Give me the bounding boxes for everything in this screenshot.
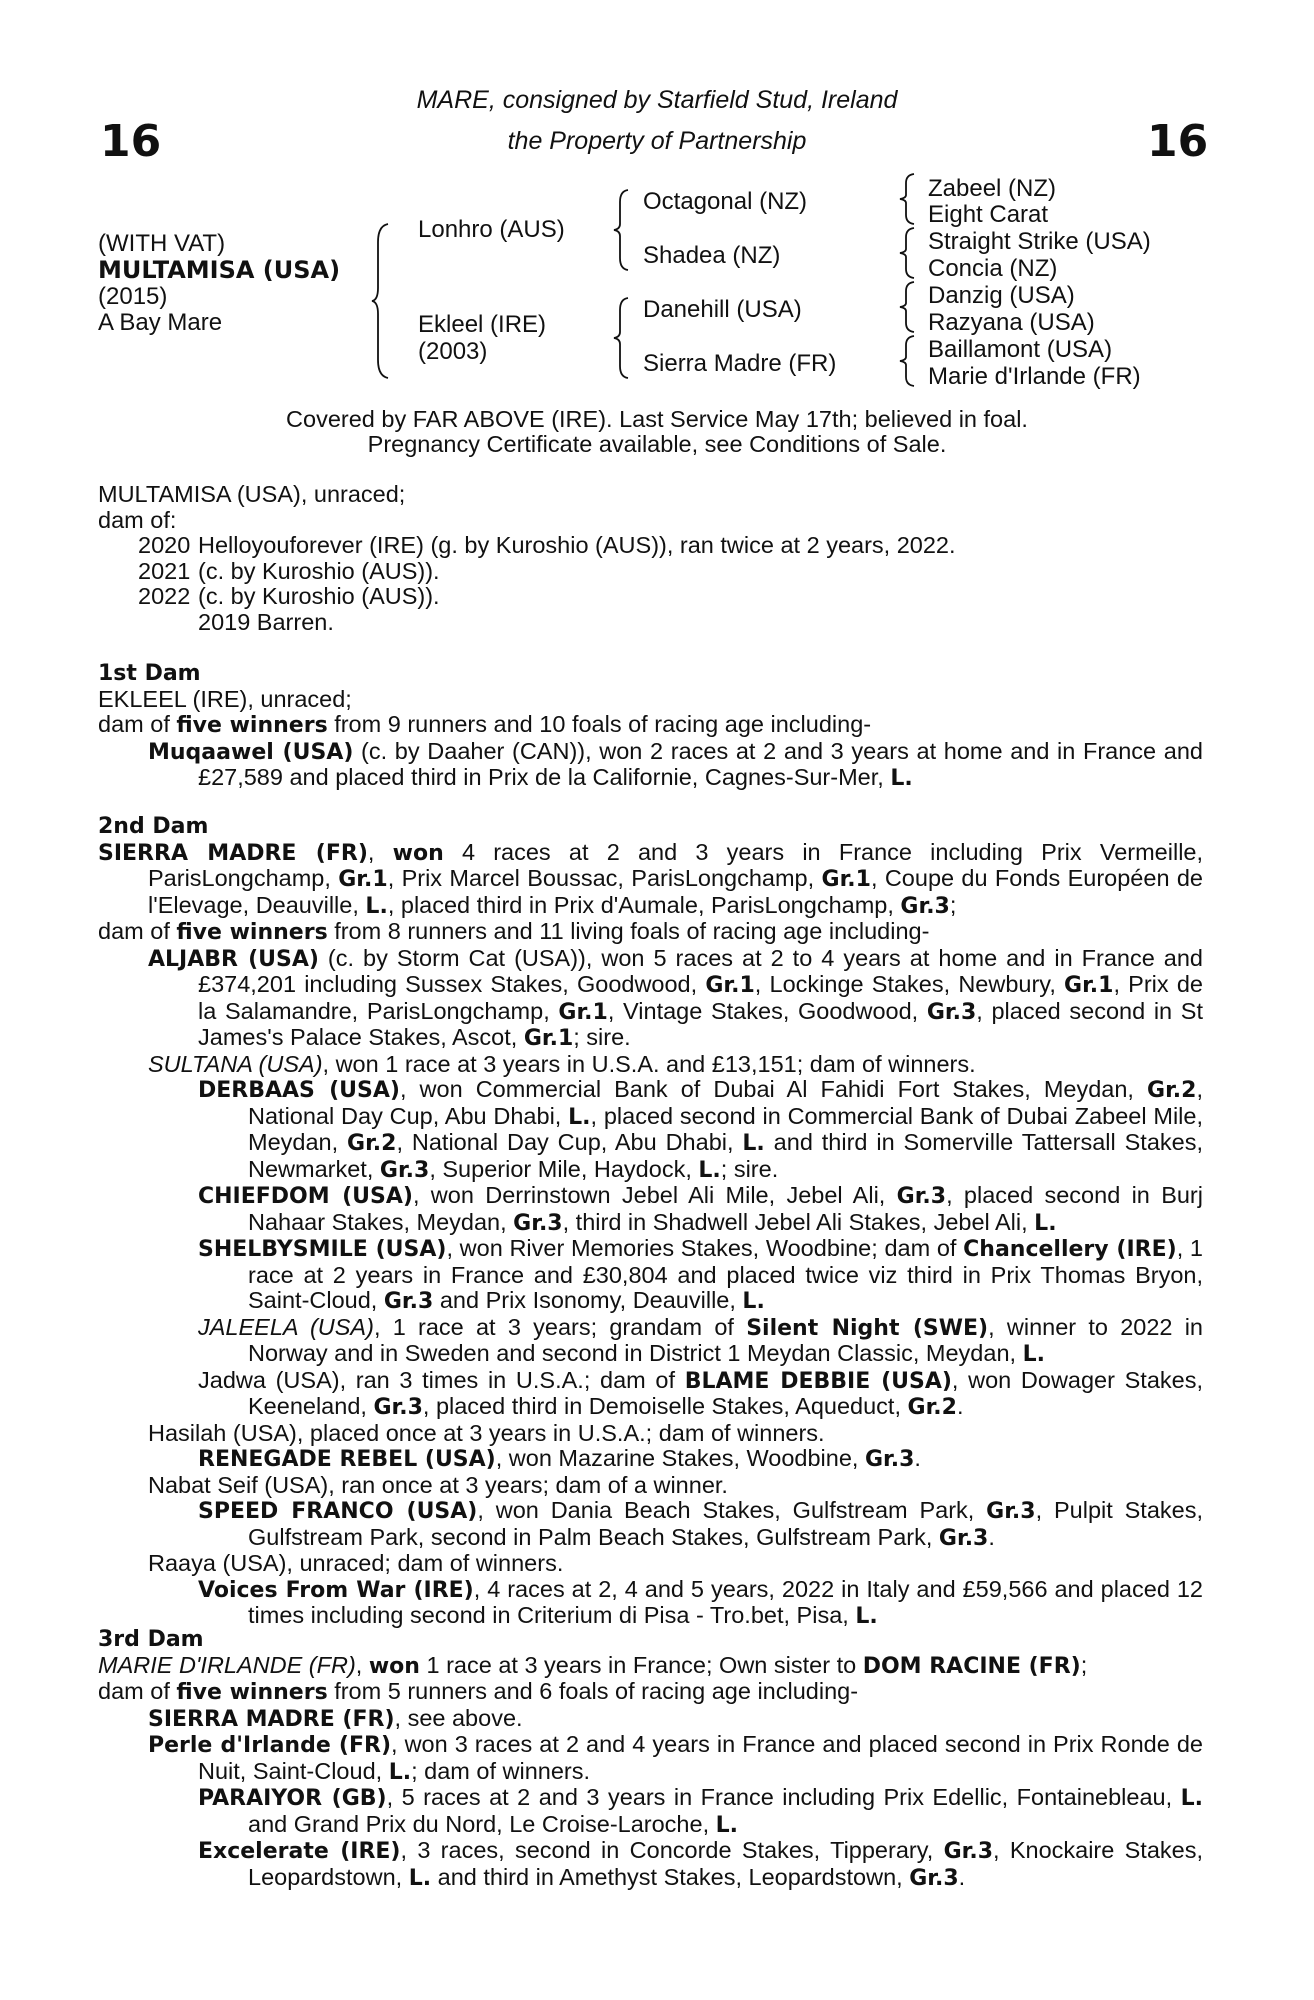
first-dam-heading: 1st Dam [98, 661, 201, 686]
bold-text: Gr.1 [338, 867, 388, 892]
produce-intro: MULTAMISA (USA), unraced; [98, 481, 406, 507]
bold-text: won [368, 1653, 420, 1679]
vat-label: (WITH VAT) [98, 230, 226, 257]
bold-text: L. [365, 893, 388, 919]
produce-year: 2022 [138, 583, 191, 609]
bold-text: CHIEFDOM (USA) [198, 1184, 413, 1209]
bold-text: RENEGADE REBEL (USA) [198, 1447, 496, 1472]
bold-text: Gr.1 [558, 999, 608, 1025]
first-dam-section [98, 661, 1203, 792]
bold-text: Gr.3 [909, 1865, 959, 1891]
bold-text: DERBAAS (USA) [198, 1078, 400, 1103]
dsd: Razyana (USA) [928, 309, 1095, 336]
record-paragraph: PARAIYOR (GB), 5 races at 2 and 3 years in France including Prix Edellic, Fontainebleau, L. and Grand Prix du Nord, Le Croise-Laroche, L. [198, 1784, 1204, 1838]
sire-name: Lonhro (AUS) [418, 216, 565, 243]
bold-text: Excelerate (IRE) [198, 1839, 401, 1864]
sdd: Concia (NZ) [928, 255, 1058, 282]
produce-record [98, 482, 1203, 635]
horse-description: A Bay Mare [98, 309, 223, 336]
dss: Danzig (USA) [928, 282, 1075, 309]
brace-ss [898, 172, 918, 226]
bold-text: L. [1034, 1210, 1057, 1236]
bold-text: Gr.1 [821, 867, 871, 892]
italic-text: JALEELA (USA) [198, 1313, 374, 1340]
record-paragraph: CHIEFDOM (USA), won Derrinstown Jebel Ali Mile, Jebel Ali, Gr.3, placed second in Burj Nahaar Stakes, Meydan, Gr.3, third in Shadwell Jebel Ali Stakes, Jebel Ali, L. [198, 1182, 1203, 1236]
bold-text: L. [1180, 1786, 1204, 1811]
third-dam-section [98, 1627, 1203, 1891]
record-paragraph: MARIE D'IRLANDE (FR), won 1 race at 3 years in France; Own sister to DOM RACINE (FR); [98, 1651, 1088, 1679]
bold-text: SHELBYSMILE (USA) [198, 1237, 447, 1262]
record-paragraph: Jadwa (USA), ran 3 times in U.S.A.; dam of BLAME DEBBIE (USA), won Dowager Stakes, Keeneland, Gr.3, placed third in Demoiselle Stakes, Aqueduct, Gr.2. [198, 1366, 1203, 1420]
bold-text: SIERRA MADRE (FR) [148, 1706, 395, 1732]
bold-text: L. [742, 1289, 765, 1314]
brace-main [370, 222, 392, 380]
bold-text: Gr.3 [986, 1499, 1036, 1524]
record-paragraph: Excelerate (IRE), 3 races, second in Concorde Stakes, Tipperary, Gr.3, Knockaire Stakes, Leopardstown, L. and third in Amethyst Stakes, Leopardstown, Gr.3. [198, 1837, 1204, 1891]
bold-text: L. [855, 1604, 878, 1629]
bold-text: Gr.3 [513, 1210, 563, 1236]
bold-text: Gr.3 [896, 1184, 947, 1209]
bold-text: Chancellery (IRE) [963, 1237, 1177, 1262]
dam-year: (2003) [418, 338, 488, 365]
horse-name: MULTAMISA (USA) [98, 256, 341, 284]
produce-text: 2019 Barren. [198, 608, 334, 635]
record-paragraph: RENEGADE REBEL (USA), won Mazarine Stakes, Woodbine, Gr.3. [198, 1445, 921, 1472]
lot-number-right: 16 [1147, 116, 1209, 167]
bold-text: L. [698, 1157, 721, 1183]
record-paragraph: dam of five winners from 5 runners and 6 foals of racing age including- [98, 1678, 859, 1705]
brace-dd [898, 334, 918, 388]
record-paragraph: Muqaawel (USA) (c. by Daaher (CAN)), won 2 races at 2 and 3 years at home and in France and £27,589 and placed third in Prix de la Californie, Cagnes-Sur-Mer, L. [148, 737, 1203, 791]
horse-year: (2015) [98, 283, 168, 310]
brace-sire [612, 188, 632, 272]
bold-text: Gr.2 [907, 1395, 957, 1420]
bold-text: ALJABR (USA) [148, 946, 319, 972]
covered-line-1: Covered by FAR ABOVE (IRE). Last Service May 17th; believed in foal. [286, 406, 1028, 432]
bold-text: L. [715, 1812, 739, 1838]
produce-dam-of: dam of: [98, 506, 177, 533]
record-paragraph: Perle d'Irlande (FR), won 3 races at 2 and 4 years in France and placed second in Prix Ronde de Nuit, Saint-Cloud, L.; dam of winners. [148, 1731, 1203, 1785]
bold-text: five winners [176, 713, 328, 738]
produce-list [98, 533, 1203, 635]
third-dam-body [98, 1653, 1203, 1892]
record-paragraph: dam of five winners from 8 runners and 11 living foals of racing age including- [98, 918, 930, 945]
bold-text: Silent Night (SWE) [746, 1315, 989, 1341]
bold-text: Gr.2 [1147, 1078, 1197, 1103]
bold-text: Gr.3 [373, 1395, 423, 1420]
record-paragraph: dam of five winners from 9 runners and 10 foals of racing age including- [98, 711, 872, 738]
bold-text: Gr.1 [1064, 973, 1114, 998]
sire-dam: Shadea (NZ) [643, 242, 781, 269]
italic-text: MARIE D'IRLANDE (FR) [98, 1651, 356, 1678]
record-paragraph: Hasilah (USA), placed once at 3 years in U.S.A.; dam of winners. [148, 1419, 825, 1446]
sss: Zabeel (NZ) [928, 175, 1057, 202]
bold-text: Voices From War (IRE) [198, 1577, 474, 1603]
produce-text: (c. by Kuroshio (AUS)). [198, 583, 440, 609]
dam-name: Ekleel (IRE) [418, 311, 547, 338]
record-paragraph: EKLEEL (IRE), unraced; [98, 685, 352, 712]
bold-text: five winners [176, 1680, 328, 1705]
bold-text: Gr.3 [938, 1525, 989, 1551]
bold-text: L. [742, 1131, 765, 1156]
brace-sd [898, 226, 918, 280]
bold-text: SPEED FRANCO (USA) [198, 1499, 478, 1524]
second-dam-section [98, 814, 1203, 1630]
record-paragraph: Raaya (USA), unraced; dam of winners. [148, 1550, 564, 1576]
third-dam-heading: 3rd Dam [98, 1627, 204, 1652]
bold-text: Perle d'Irlande (FR) [148, 1733, 391, 1758]
bold-text: Gr.3 [864, 1447, 915, 1472]
lot-number-left: 16 [100, 116, 162, 167]
bold-text: Gr.3 [379, 1157, 430, 1183]
dds: Baillamont (USA) [928, 336, 1113, 363]
record-paragraph: ALJABR (USA) (c. by Storm Cat (USA)), won 5 races at 2 to 4 years at home and in France and £374,201 including Sussex Stakes, Goodwood, Gr.1, Lockinge Stakes, Newbury, Gr.1, Prix de la Salamandre, ParisLongchamp, Gr.1, Vintage Stakes, Goodwood, Gr.3, placed second in St James's Palace Stakes, Ascot, Gr.1; sire. [148, 944, 1203, 1051]
header-consignor: MARE, consigned by Starfield Stud, Ireland [416, 86, 898, 114]
italic-text: SULTANA (USA) [148, 1050, 323, 1077]
bold-text: five winners [176, 920, 328, 945]
produce-year [98, 610, 198, 636]
bold-text: SIERRA MADRE (FR) [98, 840, 368, 866]
brace-dam [612, 296, 632, 380]
record-paragraph: JALEELA (USA), 1 race at 3 years; grandam of Silent Night (SWE), winner to 2022 in Norway and in Sweden and second in District 1 Meydan Classic, Meydan, L. [198, 1313, 1203, 1367]
record-paragraph: SPEED FRANCO (USA), won Dania Beach Stakes, Gulfstream Park, Gr.3, Pulpit Stakes, Gulfstream Park, second in Palm Beach Stakes, Gulfstream Park, Gr.3. [198, 1497, 1203, 1551]
bold-text: Muqaawel (USA) [148, 739, 354, 765]
dam-dam: Sierra Madre (FR) [643, 350, 837, 377]
ddd: Marie d'Irlande (FR) [928, 363, 1141, 390]
bold-text: L. [388, 1759, 412, 1785]
record-paragraph: SULTANA (USA), won 1 race at 3 years in U.S.A. and £13,151; dam of winners. [148, 1050, 976, 1077]
bold-text: Gr.3 [926, 999, 977, 1025]
record-paragraph: SHELBYSMILE (USA), won River Memories Stakes, Woodbine; dam of Chancellery (IRE), 1 race at 2 years in France and £30,804 and placed twice viz third in Prix Thomas Bryon, Saint-Cloud, Gr.3 and Prix Isonomy, Deauville, L. [198, 1235, 1203, 1314]
bold-text: DOM RACINE (FR) [862, 1653, 1081, 1679]
header-property: the Property of Partnership [507, 127, 807, 155]
record-paragraph: DERBAAS (USA), won Commercial Bank of Dubai Al Fahidi Fort Stakes, Meydan, Gr.2, National Day Cup, Abu Dhabi, L., placed second in Commercial Bank of Dubai Zabeel Mile, Meydan, Gr.2, National Day Cup, Abu Dhabi, L. and third in Somerville Tattersall Stakes, Newmarket, Gr.3, Superior Mile, Haydock, L.; sire. [198, 1076, 1203, 1183]
bold-text: L. [408, 1865, 432, 1891]
bold-text: Gr.2 [347, 1131, 397, 1156]
second-dam-body [98, 840, 1203, 1630]
dam-sire: Danehill (USA) [643, 296, 802, 323]
produce-year: 2021 [138, 557, 191, 584]
brace-ds [898, 280, 918, 334]
record-paragraph: SIERRA MADRE (FR), won 4 races at 2 and 3 years in France including Prix Vermeille, ParisLongchamp, Gr.1, Prix Marcel Boussac, ParisLongchamp, Gr.1, Coupe du Fonds Européen de l'Elevage, Deauville, L., placed third in Prix d'Aumale, ParisLongchamp, Gr.3; [98, 838, 1204, 919]
bold-text: L. [1022, 1342, 1045, 1367]
bold-text: Gr.3 [383, 1289, 434, 1314]
sds: Straight Strike (USA) [928, 228, 1151, 255]
produce-text: (c. by Kuroshio (AUS)). [198, 557, 440, 584]
record-paragraph: SIERRA MADRE (FR), see above. [148, 1704, 523, 1732]
bold-text: PARAIYOR (GB) [198, 1786, 387, 1811]
bold-text: won [392, 840, 444, 866]
second-dam-heading: 2nd Dam [98, 814, 209, 839]
record-paragraph: Nabat Seif (USA), ran once at 3 years; dam of a winner. [148, 1471, 728, 1498]
bold-text: Gr.3 [943, 1839, 993, 1864]
covered-line-2: Pregnancy Certificate available, see Conditions of Sale. [367, 431, 947, 457]
record-paragraph: Voices From War (IRE), 4 races at 2, 4 and 5 years, 2022 in Italy and £59,566 and placed 12 times including second in Criterium di Pisa - Tro.bet, Pisa, L. [198, 1575, 1203, 1629]
bold-text: Gr.1 [523, 1026, 574, 1051]
bold-text: L. [890, 766, 913, 791]
bold-text: BLAME DEBBIE (USA) [684, 1368, 952, 1394]
bold-text: Gr.1 [705, 973, 755, 998]
bold-text: Gr.3 [900, 893, 950, 919]
sire-sire: Octagonal (NZ) [643, 188, 808, 215]
ssd: Eight Carat [928, 201, 1049, 228]
bold-text: L. [568, 1104, 591, 1130]
produce-text: Helloyouforever (IRE) (g. by Kuroshio (AUS)), ran twice at 2 years, 2022. [198, 532, 956, 558]
produce-year: 2020 [138, 532, 191, 558]
